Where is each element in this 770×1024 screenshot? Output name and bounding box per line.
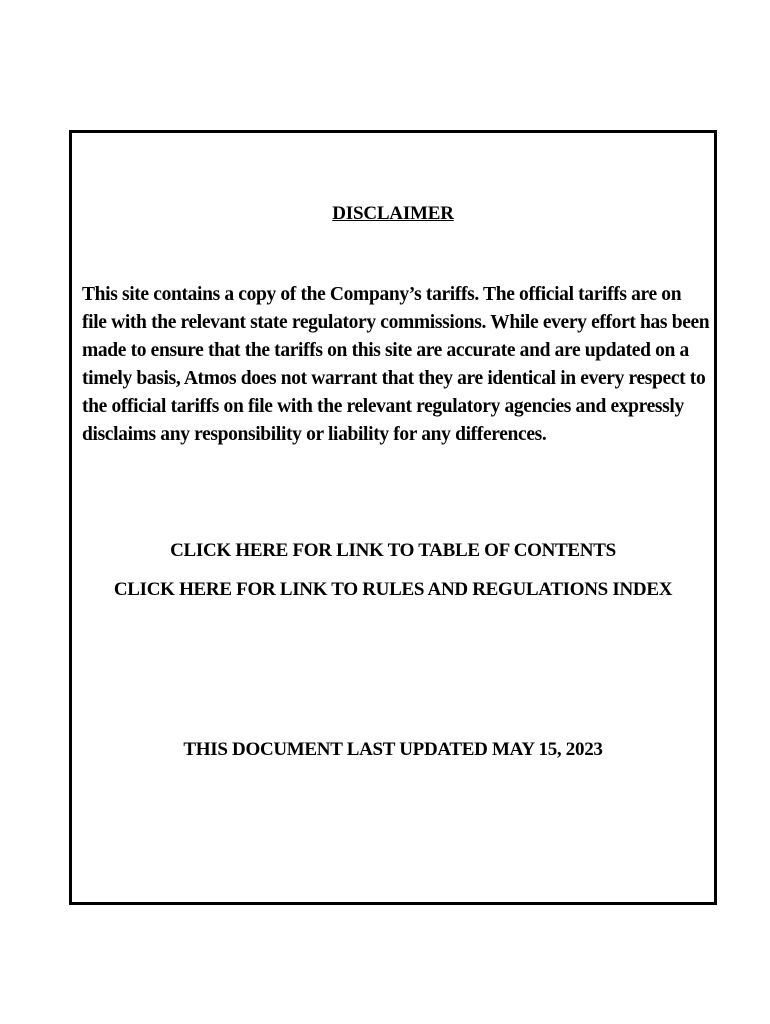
disclaimer-body: This site contains a copy of the Company’s tariffs. The official tariffs are on file with the relevant state regulatory commissions. While every effort has been made to ensure that the tariffs on this site are accurate and are updated on a timely basis, Atmos does not warrant that they are identical in every respect to the official tariffs on file with the relevant regulatory agencies and expressly disclaims any responsibility or liability for any differences. (82, 284, 710, 445)
rules-regulations-index-link[interactable]: CLICK HERE FOR LINK TO RULES AND REGULATIONS INDEX (113, 579, 673, 600)
disclaimer-heading: DISCLAIMER (332, 203, 454, 224)
disclaimer-frame (69, 130, 717, 905)
last-updated-text: THIS DOCUMENT LAST UPDATED MAY 15, 2023 (183, 739, 603, 760)
table-of-contents-link[interactable]: CLICK HERE FOR LINK TO TABLE OF CONTENTS (170, 540, 616, 561)
